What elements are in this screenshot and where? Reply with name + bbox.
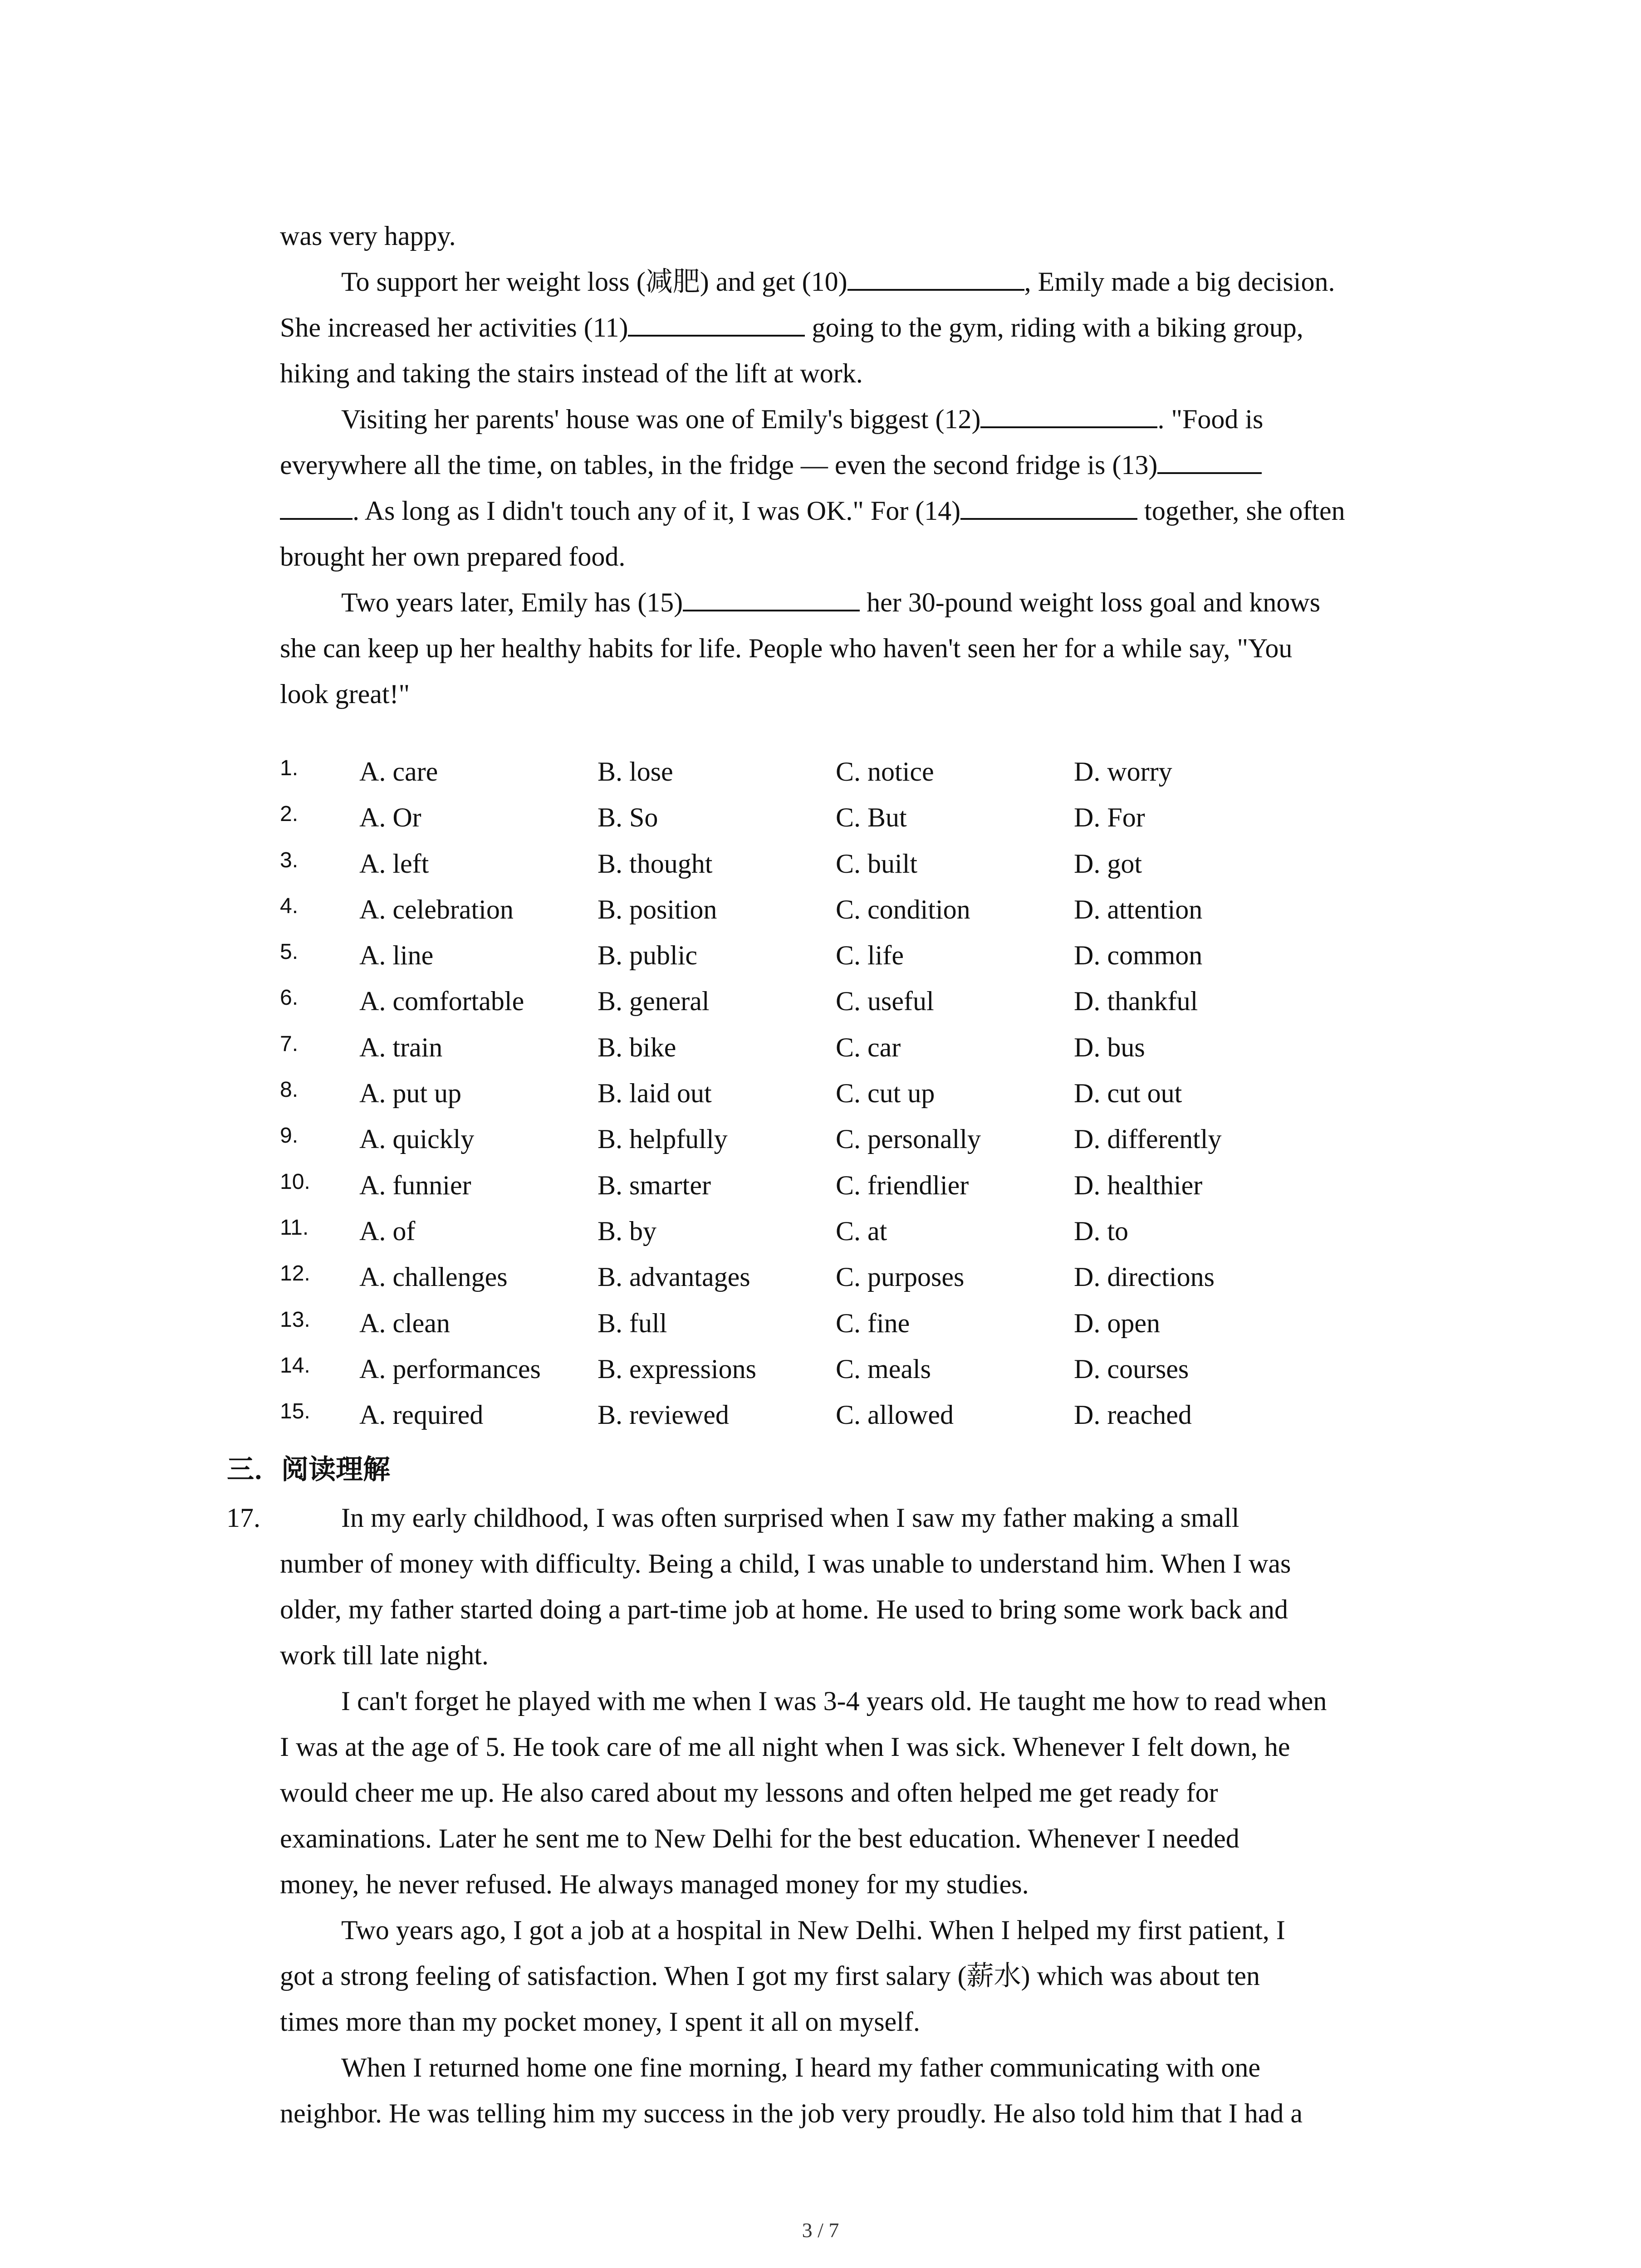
option-b[interactable]: B. position (598, 894, 717, 924)
option-row (280, 1070, 1460, 1116)
option-a[interactable]: A. required (359, 1400, 484, 1430)
option-row (280, 1163, 1460, 1208)
reading-question-17 (226, 1495, 1460, 2136)
option-c[interactable]: C. at (836, 1216, 887, 1246)
option-number: 7. (280, 1031, 299, 1056)
option-c[interactable]: C. purposes (836, 1262, 965, 1292)
reading-line: Two years ago, I got a job at a hospital in New Delhi. When I helped my first patient, I (341, 1915, 1285, 1945)
option-number: 3. (280, 848, 299, 872)
option-c[interactable]: C. condition (836, 894, 970, 924)
option-row (280, 1116, 1460, 1162)
passage-line (280, 396, 1460, 442)
passage-text: Two years later, Emily has (15) (341, 587, 683, 617)
option-b[interactable]: B. general (598, 986, 710, 1017)
reading-line: I was at the age of 5. He took care of me all night when I was sick. Whenever I felt down, he (280, 1732, 1290, 1762)
passage-text: hiking and taking the stairs instead of the lift at work. (280, 358, 863, 388)
option-c[interactable]: C. allowed (836, 1400, 954, 1430)
option-c[interactable]: C. life (836, 940, 904, 971)
option-c[interactable]: C. meals (836, 1354, 931, 1384)
option-b[interactable]: B. smarter (598, 1170, 711, 1200)
option-a[interactable]: A. challenges (359, 1262, 508, 1292)
section-title: 三．阅读理解 (227, 1454, 390, 1486)
option-a[interactable]: A. performances (359, 1354, 541, 1384)
reading-line: got a strong feeling of satisfaction. When I got my first salary (薪水) which was about ten (280, 1961, 1260, 1991)
passage-line (280, 259, 1460, 305)
option-d[interactable]: D. cut out (1074, 1078, 1182, 1109)
option-row (280, 795, 1460, 841)
passage-line (280, 305, 1460, 351)
reading-line: times more than my pocket money, I spent it all on myself. (280, 2007, 920, 2037)
option-a[interactable]: A. train (359, 1032, 443, 1062)
answer-blank-13[interactable] (1157, 444, 1262, 474)
passage-line (280, 534, 1460, 580)
passage-text: . "Food is (1157, 404, 1264, 434)
option-b[interactable]: B. helpfully (598, 1124, 728, 1154)
option-a[interactable]: A. celebration (359, 894, 514, 924)
reading-passage (280, 1495, 1460, 2136)
option-c[interactable]: C. built (836, 848, 918, 879)
passage-text: going to the gym, riding with a biking group, (805, 313, 1303, 342)
option-d[interactable]: D. bus (1074, 1032, 1145, 1062)
option-row (280, 887, 1460, 933)
option-d[interactable]: D. open (1074, 1308, 1160, 1338)
option-number: 11. (280, 1215, 309, 1240)
option-row (280, 1254, 1460, 1300)
page-number: 3 / 7 (802, 2219, 839, 2242)
option-row (280, 1025, 1460, 1070)
option-c[interactable]: C. notice (836, 757, 934, 787)
answer-blank-14[interactable] (960, 490, 1137, 520)
reading-line: examinations. Later he sent me to New Delhi for the best education. Whenever I needed (280, 1823, 1239, 1853)
option-d[interactable]: D. reached (1074, 1400, 1192, 1430)
option-b[interactable]: B. public (598, 940, 697, 971)
option-d[interactable]: D. differently (1074, 1124, 1222, 1154)
answer-options (280, 749, 1460, 1438)
option-b[interactable]: B. by (598, 1216, 657, 1246)
option-d[interactable]: D. to (1074, 1216, 1128, 1246)
option-c[interactable]: C. But (836, 802, 907, 833)
option-c[interactable]: C. cut up (836, 1078, 935, 1109)
option-number: 13. (280, 1307, 310, 1332)
passage-text: brought her own prepared food. (280, 542, 626, 572)
passage-text: everywhere all the time, on tables, in the fridge — even the second fridge is (13) (280, 450, 1158, 480)
option-d[interactable]: D. attention (1074, 894, 1203, 924)
option-b[interactable]: B. full (598, 1308, 667, 1338)
option-c[interactable]: C. fine (836, 1308, 910, 1338)
option-a[interactable]: A. Or (359, 802, 421, 833)
option-number: 6. (280, 986, 299, 1010)
option-b[interactable]: B. thought (598, 848, 713, 879)
option-row (280, 1208, 1460, 1254)
answer-blank-10[interactable] (847, 261, 1024, 291)
passage-line (280, 580, 1460, 626)
option-number: 15. (280, 1399, 310, 1424)
option-number: 4. (280, 894, 299, 918)
passage-text: was very happy. (280, 221, 456, 251)
option-a[interactable]: A. left (359, 848, 429, 879)
passage-text: To support her weight loss (减肥) and get (10) (341, 267, 847, 297)
option-a[interactable]: A. line (359, 940, 434, 971)
option-number: 5. (280, 940, 299, 964)
option-row (280, 841, 1460, 887)
option-d[interactable]: D. common (1074, 940, 1203, 971)
option-c[interactable]: C. car (836, 1032, 901, 1062)
option-a[interactable]: A. funnier (359, 1170, 471, 1200)
passage-text: . As long as I didn't touch any of it, I was OK." For (14) (353, 496, 961, 526)
option-d[interactable]: D. worry (1074, 757, 1172, 787)
option-b[interactable]: B. So (598, 802, 658, 833)
reading-line: In my early childhood, I was often surprised when I saw my father making a small (341, 1503, 1239, 1533)
option-row (280, 1300, 1460, 1346)
option-number: 10. (280, 1169, 310, 1194)
passage-line (280, 626, 1460, 671)
answer-blank-11[interactable] (628, 307, 805, 337)
option-number: 12. (280, 1261, 310, 1286)
passage-text: her 30-pound weight loss goal and knows (860, 587, 1321, 617)
reading-line: money, he never refused. He always managed money for my studies. (280, 1869, 1029, 1899)
option-row (280, 978, 1460, 1024)
reading-line: number of money with difficulty. Being a child, I was unable to understand him. When I was (280, 1549, 1291, 1579)
reading-line: work till late night. (280, 1640, 489, 1670)
passage-line (280, 442, 1460, 488)
reading-line: would cheer me up. He also cared about my lessons and often helped me get ready for (280, 1778, 1218, 1808)
option-number: 1. (280, 756, 299, 780)
answer-blank-15[interactable] (683, 582, 860, 611)
option-number: 8. (280, 1078, 299, 1102)
passage-text: together, she often (1137, 496, 1345, 526)
passage-text: Visiting her parents' house was one of Emily's biggest (12) (341, 404, 981, 434)
question-number: 17. (226, 1503, 260, 1533)
option-b[interactable]: B. lose (598, 757, 673, 787)
passage-text: she can keep up her healthy habits for life. People who haven't seen her for a while say, "You (280, 633, 1293, 663)
option-b[interactable]: B. laid out (598, 1078, 712, 1109)
option-row (280, 1346, 1460, 1392)
option-a[interactable]: A. clean (359, 1308, 450, 1338)
reading-line: older, my father started doing a part-time job at home. He used to bring some work back and (280, 1594, 1288, 1624)
option-a[interactable]: A. of (359, 1216, 416, 1246)
option-a[interactable]: A. put up (359, 1078, 461, 1109)
option-c[interactable]: C. personally (836, 1124, 981, 1154)
answer-blank-13-cont[interactable] (280, 490, 353, 520)
option-d[interactable]: D. got (1074, 848, 1142, 879)
answer-blank-12[interactable] (980, 398, 1157, 428)
option-number: 9. (280, 1124, 299, 1148)
passage-text: , Emily made a big decision. (1024, 267, 1335, 297)
option-a[interactable]: A. care (359, 757, 438, 787)
passage-line (280, 671, 1460, 717)
option-b[interactable]: B. reviewed (598, 1400, 729, 1430)
option-b[interactable]: B. bike (598, 1032, 676, 1062)
reading-line: neighbor. He was telling him my success in the job very proudly. He also told him that I had a (280, 2098, 1303, 2128)
passage-line (280, 351, 1460, 396)
option-b[interactable]: B. expressions (598, 1354, 756, 1384)
option-d[interactable]: D. thankful (1074, 986, 1198, 1017)
option-row (280, 1392, 1460, 1438)
passage-line (280, 213, 1460, 259)
passage-line (280, 488, 1460, 534)
option-a[interactable]: A. quickly (359, 1124, 475, 1154)
option-b[interactable]: B. advantages (598, 1262, 750, 1292)
reading-line: I can't forget he played with me when I was 3-4 years old. He taught me how to read when (341, 1686, 1327, 1716)
option-number: 14. (280, 1353, 310, 1378)
option-a[interactable]: A. comfortable (359, 986, 524, 1017)
cloze-passage (280, 213, 1460, 717)
option-d[interactable]: D. For (1074, 802, 1145, 833)
option-d[interactable]: D. courses (1074, 1354, 1189, 1384)
reading-line: When I returned home one fine morning, I heard my father communicating with one (341, 2053, 1260, 2082)
option-d[interactable]: D. directions (1074, 1262, 1215, 1292)
passage-text: look great!" (280, 679, 410, 709)
option-c[interactable]: C. friendlier (836, 1170, 969, 1200)
passage-text: She increased her activities (11) (280, 313, 628, 342)
option-number: 2. (280, 802, 299, 826)
option-d[interactable]: D. healthier (1074, 1170, 1203, 1200)
option-row (280, 749, 1460, 795)
option-c[interactable]: C. useful (836, 986, 934, 1017)
option-row (280, 933, 1460, 978)
